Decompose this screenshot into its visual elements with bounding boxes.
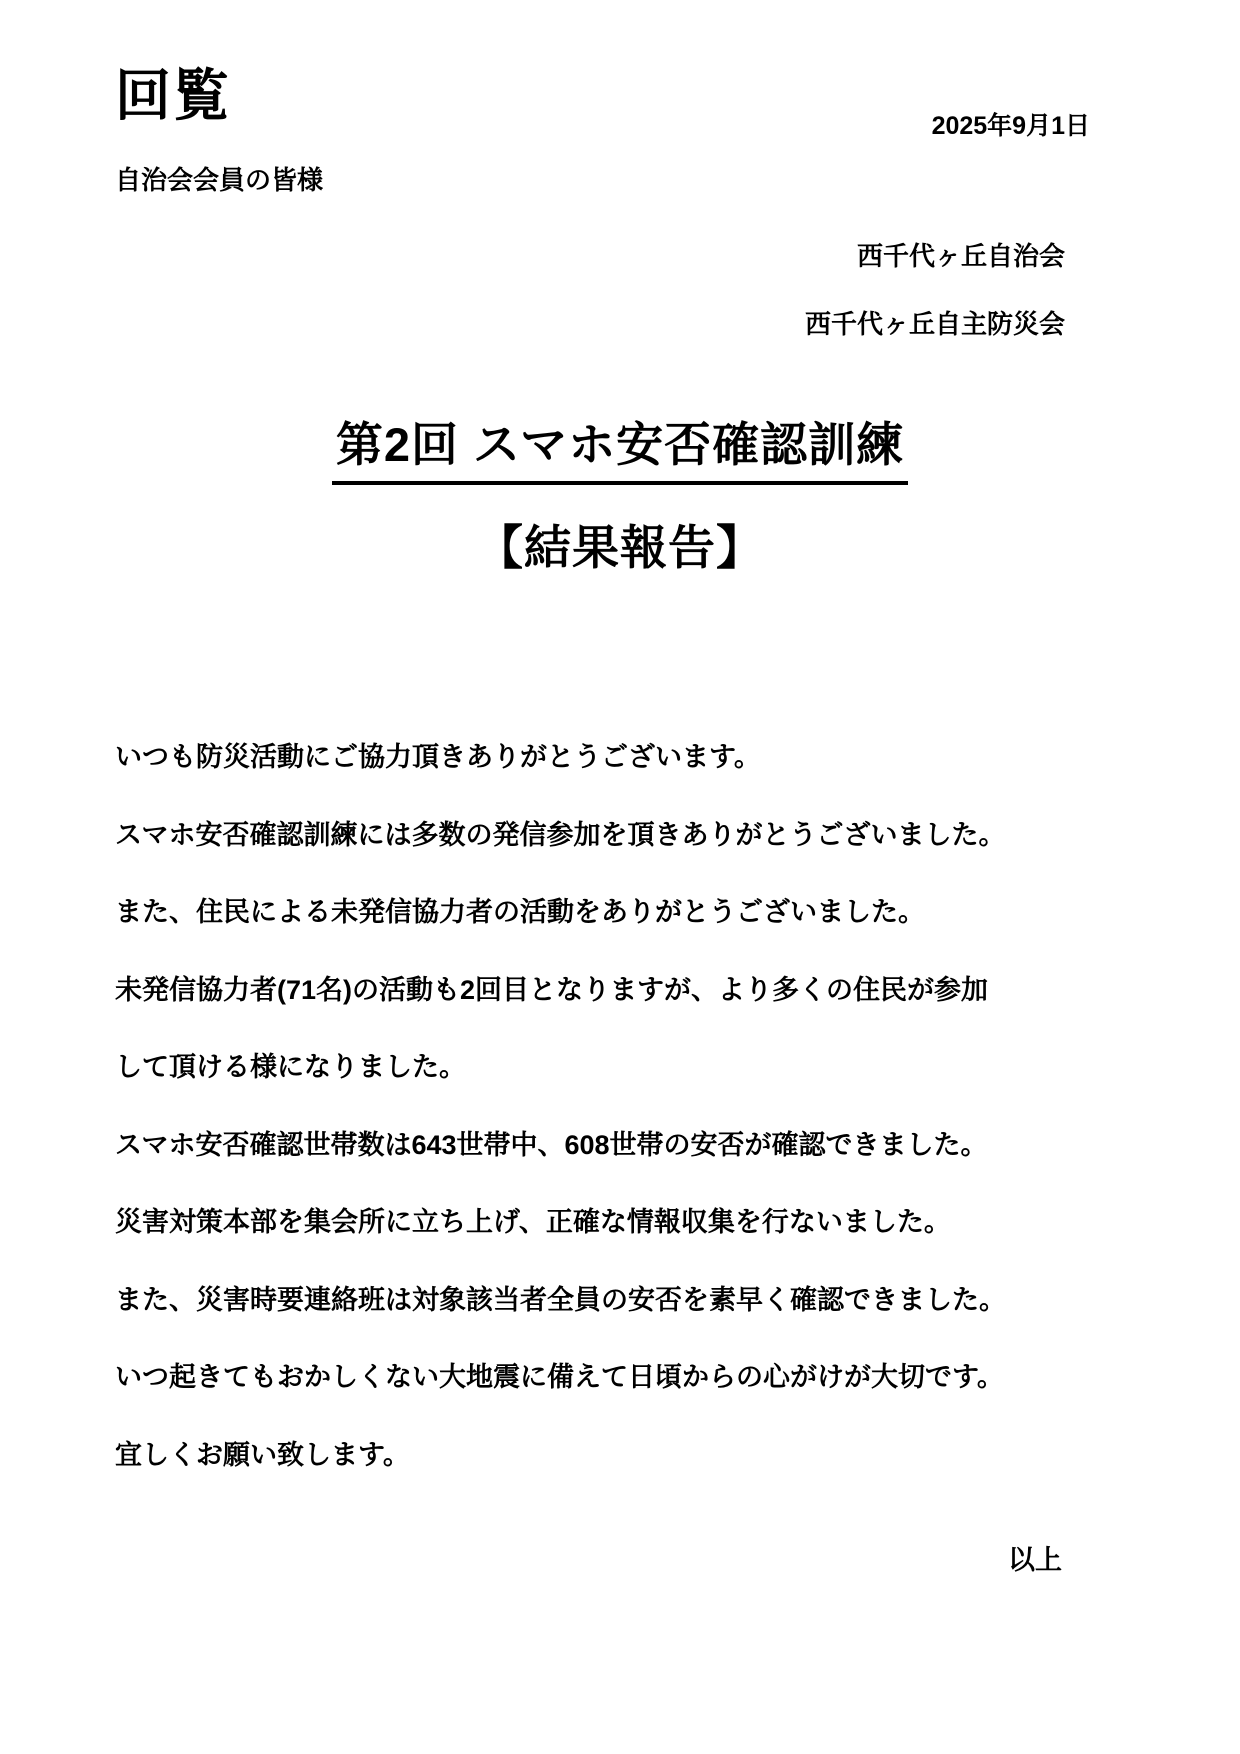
body-line: また、住民による未発信協力者の活動をありがとうございました。	[115, 897, 925, 927]
title-block	[0, 408, 1240, 578]
sender-disaster-prevention: 西千代ヶ丘自主防災会	[804, 309, 1065, 339]
body-line: スマホ安否確認訓練には多数の発信参加を頂きありがとうございました。	[115, 819, 1006, 850]
closing-ijou: 以上	[1008, 1545, 1062, 1575]
circular-tag: 回覧	[115, 64, 231, 127]
sender-association: 西千代ヶ丘自治会	[856, 241, 1065, 271]
body-line: 宜しくお願い致します。	[115, 1439, 410, 1470]
sender-block	[805, 236, 1065, 372]
recipient-line: 自治会会員の皆様	[115, 165, 324, 195]
body-line: いつ起きてもおかしくない大地震に備えて日頃からの心がけが大切です。	[115, 1362, 1004, 1392]
body-line: スマホ安否確認世帯数は643世帯中、608世帯の安否が確認できました。	[115, 1129, 988, 1160]
body-line: また、災害時要連絡班は対象該当者全員の安否を素早く確認できました。	[115, 1284, 1006, 1315]
document-subtitle: 【結果報告】	[476, 521, 764, 574]
body-line: して頂ける様になりました。	[115, 1052, 466, 1082]
body-text	[115, 719, 1125, 1494]
body-line: いつも防災活動にご協力頂きありがとうございます。	[115, 742, 761, 772]
document-date: 2025年9月1日	[931, 112, 1090, 140]
body-line: 未発信協力者(71名)の活動も2回目となりますが、より多くの住民が参加	[115, 974, 989, 1005]
body-line: 災害対策本部を集会所に立ち上げ、正確な情報収集を行ないました。	[115, 1207, 951, 1237]
document-title: 第2回 スマホ安否確認訓練	[332, 408, 908, 485]
